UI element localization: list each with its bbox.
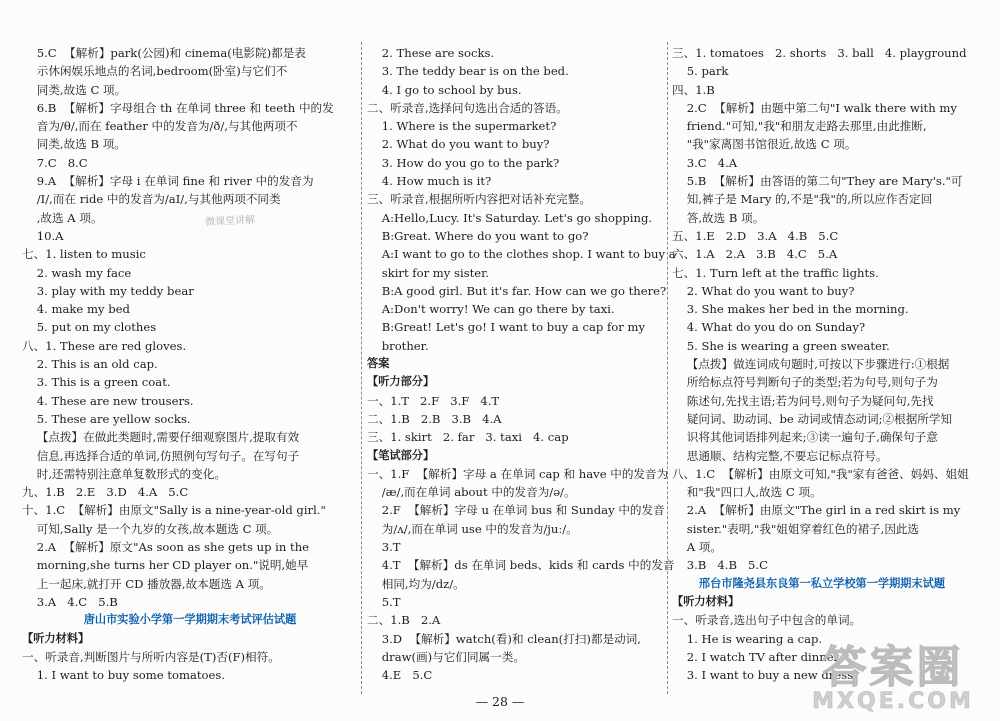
text-line: 七、1. Turn left at the traffic lights. <box>672 265 879 280</box>
text-line: 2. wash my face <box>22 265 132 280</box>
text-line: 时,还需特别注意单复数形式的变化。 <box>22 466 226 481</box>
text-line: 【听力材料】 <box>22 631 90 645</box>
text-line: 信息,再选择合适的单词,仿照例句写句子。在写句子 <box>22 448 300 463</box>
text-line: 3.T <box>367 540 401 555</box>
text-line: 3. The teddy bear is on the bed. <box>367 64 569 79</box>
text-line: brother. <box>367 338 429 353</box>
text-line: 3.B 4.B 5.C <box>672 558 768 573</box>
text-line: 2. These are socks. <box>367 46 495 60</box>
text-line: 一、1.F 【解析】字母 a 在单词 cap 和 have 中的发音为 <box>367 466 669 481</box>
text-line: 同类,故选 B 项。 <box>22 137 126 152</box>
text-line: 2. I watch TV after dinner. <box>672 649 842 664</box>
text-line: 思通顺、结构完整,不要忘记标点符号。 <box>672 448 888 463</box>
watermark-domain-text: MXQE.COM <box>812 689 974 714</box>
watermark-main-text: 答案圈 <box>822 642 964 693</box>
text-line: 2. What do you want to buy? <box>367 137 550 152</box>
text-line: 10.A <box>22 228 64 243</box>
text-line: 2. What do you want to buy? <box>672 283 855 298</box>
right-column <box>672 44 972 684</box>
text-line: sister."表明,"我"姐姐穿着红色的裙子,因此选 <box>672 521 920 536</box>
text-line: 【点拨】做连词成句题时,可按以下步骤进行:①根据 <box>672 357 950 372</box>
text-line: 九、1.B 2.E 3.D 4.A 5.C <box>22 485 189 500</box>
stamp-overlay: 微课堂讲解 <box>204 214 256 229</box>
text-line: 2.F 【解析】字母 u 在单词 bus 和 Sunday 中的发音 <box>367 503 665 518</box>
text-line: skirt for my sister. <box>367 265 490 280</box>
text-line: 7.C 8.C <box>22 155 88 170</box>
text-line: 3. She makes her bed in the morning. <box>672 302 909 317</box>
text-line: 3.A 4.C 5.B <box>22 594 118 609</box>
text-line: 答,故选 B 项。 <box>672 210 765 225</box>
text-line: 八、1. These are red gloves. <box>22 338 187 353</box>
text-line: 5.C 【解析】park(公园)和 cinema(电影院)都是表 <box>22 46 306 60</box>
text-line: 5.B 【解析】由答语的第二句"They are Mary's."可 <box>672 174 963 189</box>
left-column <box>22 44 358 684</box>
column-divider-right <box>667 42 668 694</box>
text-line: friend."可知,"我"和朋友走路去那里,由此推断, <box>672 119 927 134</box>
text-line: 3. I want to buy a new dress. <box>672 668 857 683</box>
text-line: 七、1. listen to music <box>22 247 146 262</box>
text-line: 一、1.T 2.F 3.F 4.T <box>367 393 500 408</box>
text-line: 5. park <box>672 64 729 79</box>
text-line: A:Hello,Lucy. It's Saturday. Let's go shopping. <box>367 210 653 225</box>
text-line: B:A good girl. But it's far. How can we go there? <box>367 283 667 298</box>
text-line: 4.T 【解析】ds 在单词 beds、kids 和 cards 中的发音 <box>367 558 675 573</box>
text-line: 答案 <box>367 357 390 371</box>
text-line: 三、听录音,根据所听内容把对话补充完整。 <box>367 192 591 207</box>
text-line: 4. These are new trousers. <box>22 393 194 408</box>
text-line: 【听力材料】 <box>672 594 740 608</box>
text-line: 2.A 【解析】由原文"The girl in a red skirt is my <box>672 503 961 518</box>
text-line: 二、1.B 2.B 3.B 4.A <box>367 411 502 426</box>
text-line: 1. I want to buy some tomatoes. <box>22 668 225 683</box>
text-line: 【点拨】在做此类题时,需要仔细观察图片,提取有效 <box>22 430 300 445</box>
text-line: 2. This is an old cap. <box>22 357 158 372</box>
text-line: 3.D 【解析】watch(看)和 clean(打扫)都是动词, <box>367 631 641 646</box>
text-line: 相同,均为/dz/。 <box>367 576 465 591</box>
text-line: 3. play with my teddy bear <box>22 283 194 298</box>
text-line: "我"家离图书馆很近,故选 C 项。 <box>672 137 857 152</box>
text-line: 同类,故选 C 项。 <box>22 82 127 97</box>
text-line: 1. Where is the supermarket? <box>367 119 557 134</box>
text-line: 3. This is a green coat. <box>22 375 171 390</box>
text-line: 三、1. tomatoes 2. shorts 3. ball 4. playground <box>672 46 967 60</box>
text-line: B:Great. Where do you want to go? <box>367 228 589 243</box>
text-line: 【笔试部分】 <box>367 448 435 462</box>
text-line: 知,裤子是 Mary 的,不是"我"的,所以应作否定回 <box>672 192 933 207</box>
text-line: 5.T <box>367 594 401 609</box>
text-line: 3. How do you go to the park? <box>367 155 560 170</box>
text-line: /æ/,而在单词 about 中的发音为/ə/。 <box>367 485 576 500</box>
text-line: 十、1.C 【解析】由原文"Sally is a nine-year-old girl." <box>22 503 326 518</box>
text-line: 一、听录音,选出句子中包含的单词。 <box>672 613 862 628</box>
text-line: 所给标点符号判断句子的类型;若为句号,则句子为 <box>672 375 938 390</box>
text-line: 四、1.B <box>672 82 715 97</box>
text-line: 陈述句,先找主语;若为问号,则句子为疑问句,先找 <box>672 393 934 408</box>
text-line: 4. What do you do on Sunday? <box>672 320 866 335</box>
text-line: 可知,Sally 是一个九岁的女孩,故本题选 C 项。 <box>22 521 279 536</box>
text-line: A 项。 <box>672 540 722 555</box>
text-line: 4.E 5.C <box>367 668 433 683</box>
text-line: 2.C 【解析】由题中第二句"I walk there with my <box>672 100 957 115</box>
text-line: draw(画)与它们同属一类。 <box>367 649 525 664</box>
text-line: 六、1.A 2.A 3.B 4.C 5.A <box>672 247 838 262</box>
text-line: 2.A 【解析】原文"As soon as she gets up in the <box>22 540 310 555</box>
text-line: 9.A 【解析】字母 i 在单词 fine 和 river 中的发音为 <box>22 174 314 189</box>
text-line: 上一起床,就打开 CD 播放器,故本题选 A 项。 <box>22 576 271 591</box>
text-line: 5. She is wearing a green sweater. <box>672 338 890 353</box>
text-line: 一、听录音,判断图片与所听内容是(T)否(F)相符。 <box>22 649 280 664</box>
text-line: ,故选 A 项。 <box>22 210 103 225</box>
text-line: 4. make my bed <box>22 302 130 317</box>
text-line: A:Don't worry! We can go there by taxi. <box>367 302 615 317</box>
text-line: 5. These are yellow socks. <box>22 411 191 426</box>
text-line: 1. He is wearing a cap. <box>672 631 823 646</box>
text-line: 八、1.C 【解析】由原文可知,"我"家有爸爸、妈妈、姐姐 <box>672 466 969 481</box>
text-line: 识将其他词语排列起来;③读一遍句子,确保句子意 <box>672 430 938 445</box>
text-line: 和"我"四口人,故选 C 项。 <box>672 485 822 500</box>
text-line: 二、听录音,选择问句选出合适的答语。 <box>367 100 568 115</box>
text-line: /I/,而在 ride 中的发音为/aI/,与其他两项不同类 <box>22 192 281 207</box>
column-divider-left <box>361 42 362 694</box>
text-line: 5. put on my clothes <box>22 320 157 335</box>
text-line: 6.B 【解析】字母组合 th 在单词 three 和 teeth 中的发 <box>22 100 334 115</box>
text-line: 【听力部分】 <box>367 375 435 389</box>
text-line: morning,she turns her CD player on."说明,她早 <box>22 558 309 573</box>
section-heading: 邢台市隆尧县东良第一私立学校第一学期期末试题 <box>698 576 946 590</box>
text-line: 4. How much is it? <box>367 174 492 189</box>
text-line: 三、1. skirt 2. far 3. taxi 4. cap <box>367 430 569 445</box>
text-line: B:Great! Let's go! I want to buy a cap for my <box>367 320 646 335</box>
text-line: 3.C 4.A <box>672 155 738 170</box>
section-heading: 唐山市实验小学第一学期期末考试评估试题 <box>83 613 297 627</box>
text-line: 为/ʌ/,而在单词 use 中的发音为/juː/。 <box>367 521 578 536</box>
text-line: 疑问词、助动词、be 动词或情态动词;②根据所学知 <box>672 411 953 426</box>
text-line: A:I want to go to the clothes shop. I want to buy a <box>367 247 676 262</box>
text-line: 4. I go to school by bus. <box>367 82 522 97</box>
text-line: 示休闲娱乐地点的名词,bedroom(卧室)与它们不 <box>22 64 288 79</box>
text-line: 五、1.E 2.D 3.A 4.B 5.C <box>672 228 839 243</box>
text-line: 音为/θ/,而在 feather 中的发音为/ð/,与其他两项不 <box>22 119 298 134</box>
page-number: — 28 — <box>475 694 525 709</box>
text-line: 二、1.B 2.A <box>367 613 441 628</box>
middle-column <box>367 44 676 684</box>
